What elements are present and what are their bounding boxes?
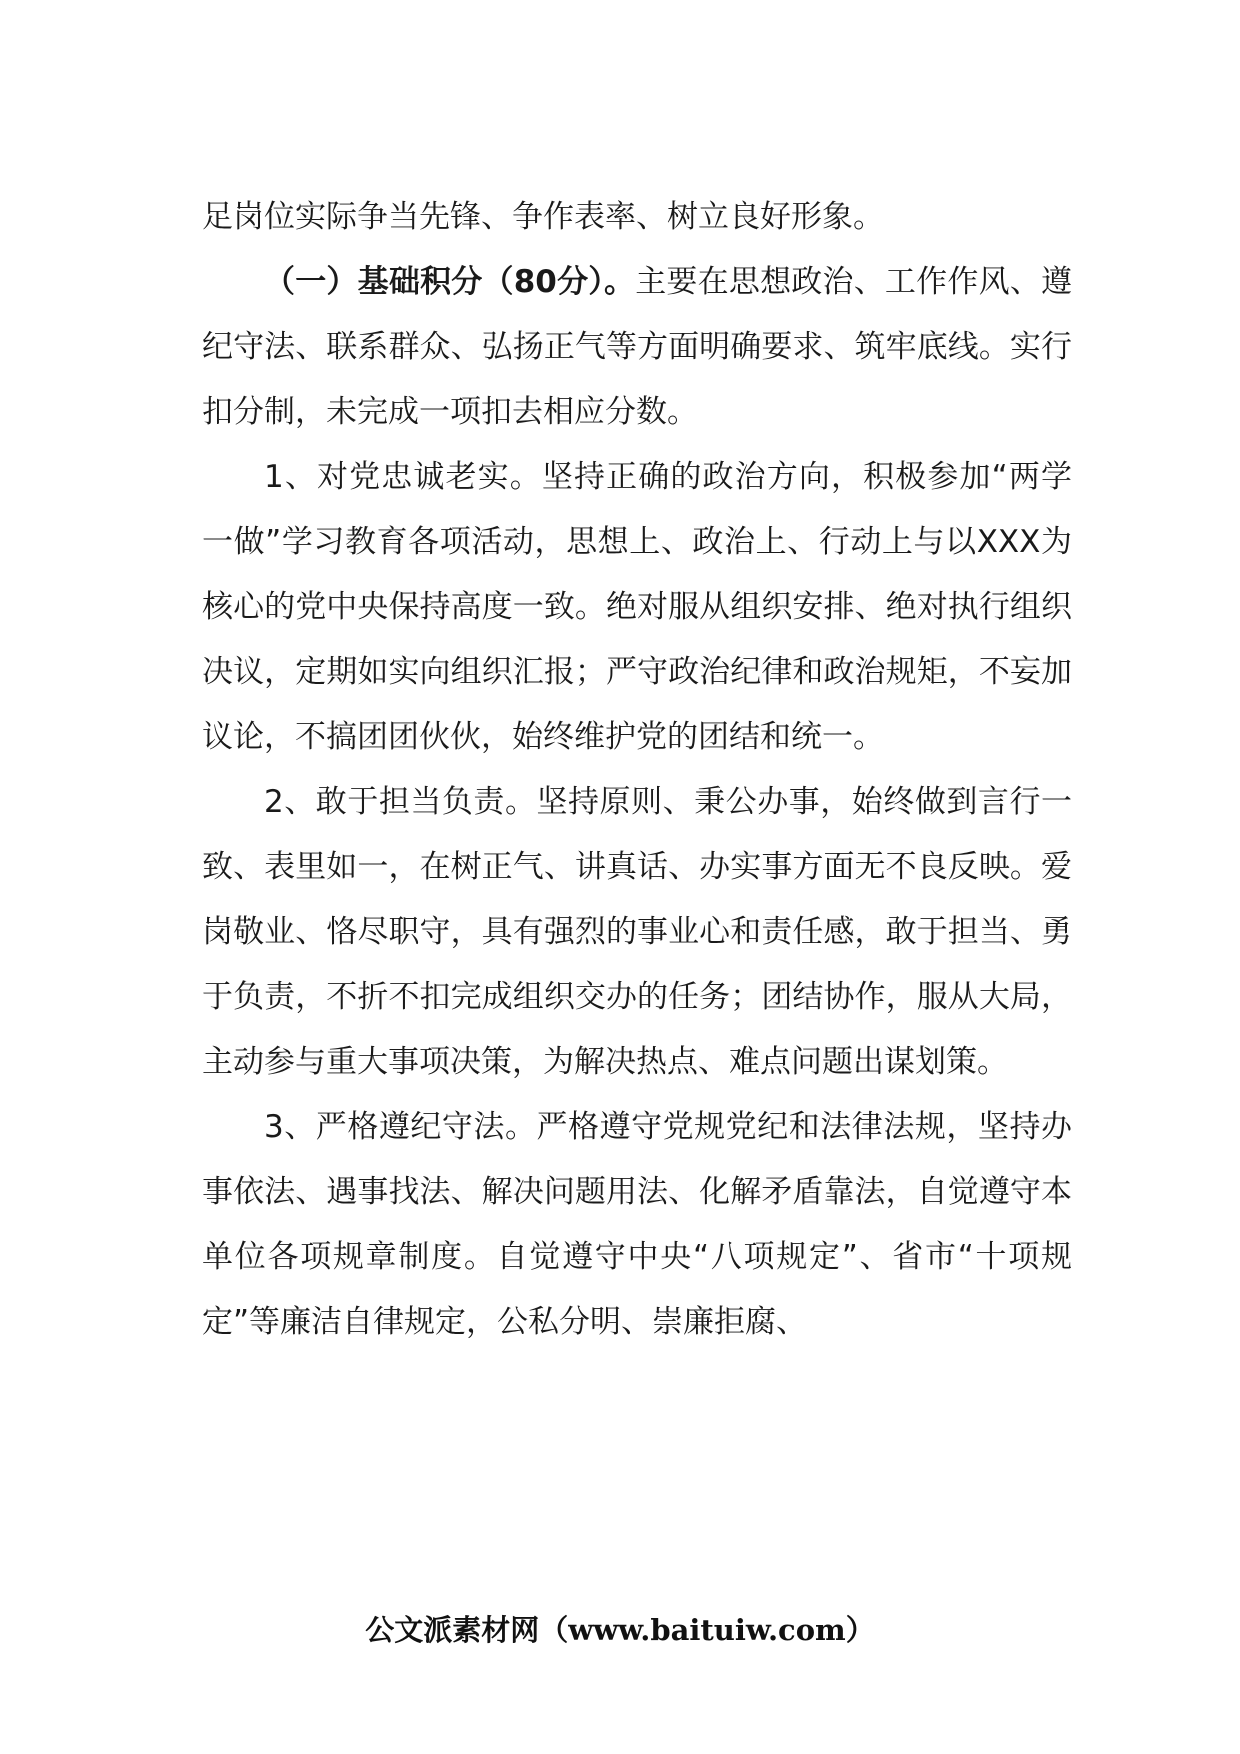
paragraph-text: 足岗位实际争当先锋、争作表率、树立良好形象。 bbox=[202, 199, 884, 235]
paragraph-item-1 bbox=[202, 445, 1072, 770]
footer-watermark: 公文派素材网（www.baituiw.com） bbox=[365, 1613, 875, 1647]
paragraph-basic-points bbox=[202, 250, 1072, 445]
paragraph-text: 1、对党忠诚老实。坚持正确的政治方向，积极参加“两学一做”学习教育各项活动，思想上、政治上、行动上与以XXX为核心的党中央保持高度一致。绝对服从组织安排、绝对执行组织决议，定期如实向组织汇报；严守政治纪律和政治规矩，不妄加议论，不搞团团伙伙，始终维护党的团结和统一。 bbox=[202, 459, 1072, 755]
paragraph-item-3 bbox=[202, 1095, 1072, 1355]
paragraph-text: 3、严格遵纪守法。严格遵守党规党纪和法律法规，坚持办事依法、遇事找法、解决问题用法、化解矛盾靠法，自觉遵守本单位各项规章制度。自觉遵守中央“八项规定”、省市“十项规定”等廉洁自律规定，公私分明、崇廉拒腐、 bbox=[202, 1109, 1072, 1340]
paragraph-text: 2、敢于担当负责。坚持原则、秉公办事，始终做到言行一致、表里如一，在树正气、讲真话、办实事方面无不良反映。爱岗敬业、恪尽职守，具有强烈的事业心和责任感，敢于担当、勇于负责，不折不扣完成组织交办的任务；团结协作，服从大局，主动参与重大事项决策，为解决热点、难点问题出谋划策。 bbox=[202, 784, 1072, 1080]
section-heading: （一）基础积分（80分）。 bbox=[264, 264, 636, 300]
paragraph-continuation bbox=[202, 185, 1072, 250]
paragraph-text: 主要在思想政治、工作作风、遵纪守法、联系群众、弘扬正气等方面明确要求、筑牢底线。实行扣分制，未完成一项扣去相应分数。 bbox=[202, 264, 1073, 430]
paragraph-item-2 bbox=[202, 770, 1072, 1095]
document-body bbox=[202, 185, 1072, 1355]
